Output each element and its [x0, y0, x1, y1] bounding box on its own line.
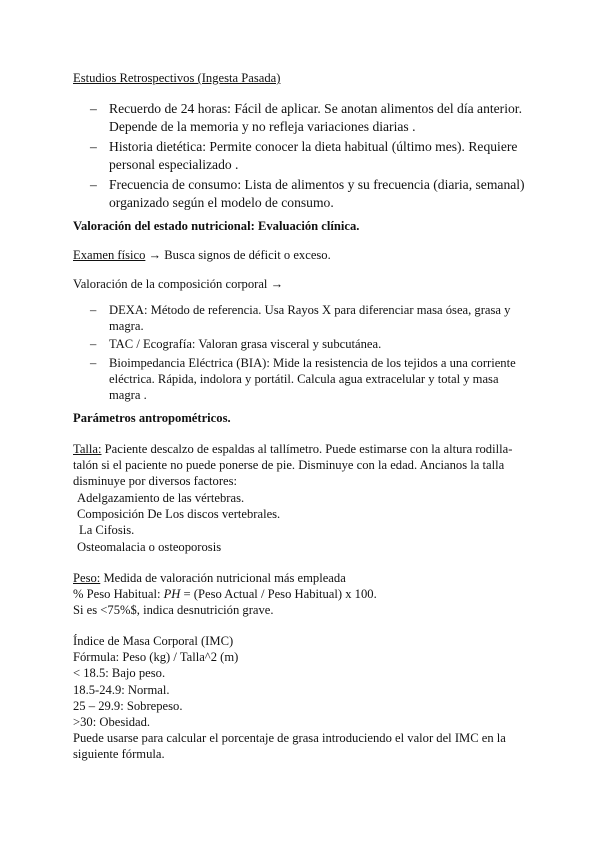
factores-list: [73, 490, 533, 555]
talla-paragraph: [73, 441, 533, 490]
examen-fisico-label: Examen físico: [73, 248, 146, 262]
composicion-list: [73, 302, 533, 403]
peso-habitual-prefix: % Peso Habitual:: [73, 587, 164, 602]
retro-item-24h: – Recuerdo de 24 horas: Fácil de aplicar. Se anotan alimentos del día anterior. Depende de la memoria y no refleja variaciones diarias .: [73, 100, 533, 136]
peso-grave: Si es <75%$, indica desnutrición grave.: [73, 603, 274, 618]
peso-label: Peso:: [73, 571, 101, 585]
imc-range: >30: Obesidad.: [73, 715, 151, 730]
valoracion-heading: Valoración del estado nutricional: Evaluación clínica.: [73, 219, 360, 233]
imc-range: 25 – 29.9: Sobrepeso.: [73, 698, 183, 713]
imc-formula: Fórmula: Peso (kg) / Talla^2 (m): [73, 650, 239, 665]
imc-range: 18.5-24.9: Normal.: [73, 682, 170, 697]
imc-heading: Índice de Masa Corporal (IMC): [73, 634, 234, 648]
imc-range: < 18.5: Bajo peso.: [73, 666, 166, 681]
retro-section: [73, 70, 533, 86]
factor-item: Composición De Los discos vertebrales.: [77, 507, 281, 522]
retro-list: [73, 100, 533, 212]
retro-item-frecuencia: – Frecuencia de consumo: Lista de alimentos y su frecuencia (diaria, semanal) organizado según el modelo de consumo.: [73, 176, 533, 212]
talla-label: Talla:: [73, 442, 102, 456]
composicion-heading: Valoración de la composición corporal →: [73, 277, 284, 291]
imc-section: [73, 633, 533, 763]
peso-paragraph: [73, 570, 533, 619]
peso-habitual-line: [73, 586, 533, 602]
retro-item-historia: – Historia dietética: Permite conocer la dieta habitual (último mes). Requiere personal especializado .: [73, 138, 533, 174]
antropo-heading: Parámetros antropométricos.: [73, 411, 231, 425]
examen-fisico-line: [73, 247, 533, 263]
composicion-list-wrap: [73, 302, 533, 405]
peso-text: Medida de valoración nutricional más empleada: [100, 571, 346, 585]
retro-list-wrap: [73, 100, 533, 214]
examen-fisico-text: → Busca signos de déficit o exceso.: [145, 248, 331, 262]
composicion-item-bia: – Bioimpedancia Eléctrica (BIA): Mide la resistencia de los tejidos a una corriente eléctrica. Rápida, indolora y portátil. Calcula agua extracelular y total y masa magra .: [73, 355, 533, 404]
factor-item: Osteomalacia o osteoporosis: [77, 539, 222, 554]
retro-heading: Estudios Retrospectivos (Ingesta Pasada): [73, 71, 281, 85]
peso-habitual-formula: = (Peso Actual / Peso Habitual) x 100.: [180, 587, 377, 602]
imc-note: Puede usarse para calcular el porcentaje de grasa introduciendo el valor del IMC en la siguiente fórmula.: [73, 731, 506, 762]
factor-item: Adelgazamiento de las vértebras.: [77, 491, 245, 505]
composicion-item-dexa: – DEXA: Método de referencia. Usa Rayos X para diferenciar masa ósea, grasa y magra.: [73, 302, 533, 334]
peso-habitual-ph: PH: [163, 587, 181, 602]
talla-text: Paciente descalzo de espaldas al tallímetro. Puede estimarse con la altura rodilla-talón si el paciente no puede ponerse de pie. Disminuye con la edad. Ancianos la talla disminuye por diversos factores:: [73, 442, 513, 489]
composicion-item-tac: – TAC / Ecografía: Valoran grasa visceral y subcutánea.: [73, 336, 533, 352]
factor-item: La Cifosis.: [79, 523, 135, 538]
